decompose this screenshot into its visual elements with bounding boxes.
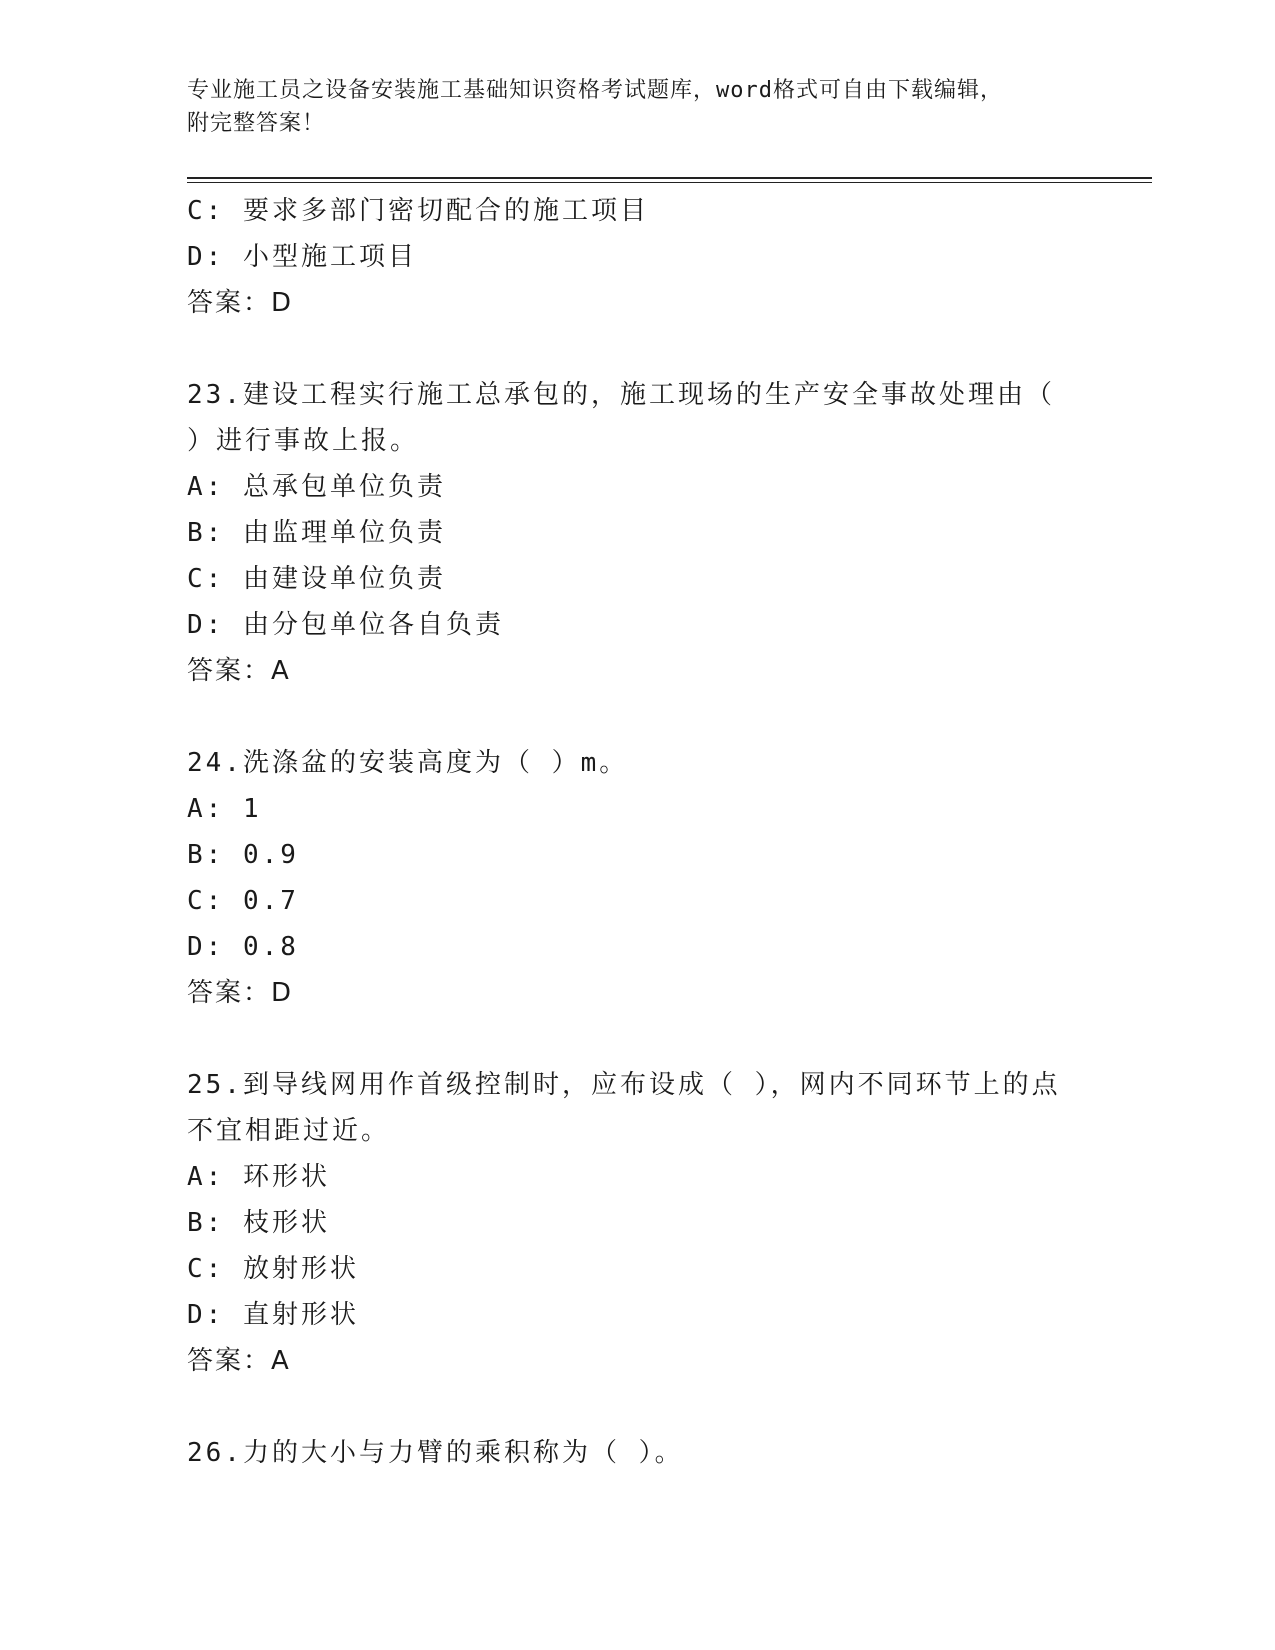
question-text: ）进行事故上报。 <box>187 426 420 456</box>
block-spacer <box>187 694 1087 740</box>
option-line: B: 由监理单位负责 <box>187 518 446 548</box>
question-text: 不宜相距过近。 <box>187 1116 391 1146</box>
question-text: 24.洗涤盆的安装高度为（ ）m。 <box>187 748 629 778</box>
header-divider-thin <box>187 182 1152 183</box>
option-line: D: 小型施工项目 <box>187 242 417 272</box>
question-block <box>187 372 1087 694</box>
question-list <box>187 188 1087 1476</box>
answer-line: 答案：A <box>187 1346 291 1376</box>
block-spacer <box>187 326 1087 372</box>
question-block <box>187 1062 1087 1384</box>
option-line: D: 直射形状 <box>187 1300 359 1330</box>
answer-line: 答案：A <box>187 656 291 686</box>
header-line-1: 专业施工员之设备安装施工基础知识资格考试题库，word格式可自由下载编辑， <box>187 78 1003 103</box>
answer-line: 答案：D <box>187 288 294 318</box>
block-spacer <box>187 1384 1087 1430</box>
option-line: C: 0.7 <box>187 886 299 916</box>
option-line: C: 由建设单位负责 <box>187 564 446 594</box>
question-text: 23.建设工程实行施工总承包的，施工现场的生产安全事故处理由（ <box>187 380 1055 410</box>
option-line: C: 放射形状 <box>187 1254 359 1284</box>
header-divider-thick <box>187 177 1152 179</box>
option-line: A: 环形状 <box>187 1162 330 1192</box>
question-block <box>187 1430 1087 1476</box>
block-spacer <box>187 1016 1087 1062</box>
option-line: B: 枝形状 <box>187 1208 330 1238</box>
option-line: B: 0.9 <box>187 840 299 870</box>
option-line: C: 要求多部门密切配合的施工项目 <box>187 196 649 226</box>
option-line: D: 0.8 <box>187 932 299 962</box>
option-line: D: 由分包单位各自负责 <box>187 610 504 640</box>
option-line: A: 总承包单位负责 <box>187 472 446 502</box>
question-block <box>187 740 1087 1016</box>
header-line-2: 附完整答案！ <box>187 111 326 136</box>
question-text: 26.力的大小与力臂的乘积称为（ ）。 <box>187 1438 684 1468</box>
option-line: A: 1 <box>187 794 262 824</box>
question-block <box>187 188 1087 326</box>
answer-line: 答案：D <box>187 978 294 1008</box>
document-header <box>187 74 1087 140</box>
question-text: 25.到导线网用作首级控制时，应布设成（ ），网内不同环节上的点 <box>187 1070 1061 1100</box>
